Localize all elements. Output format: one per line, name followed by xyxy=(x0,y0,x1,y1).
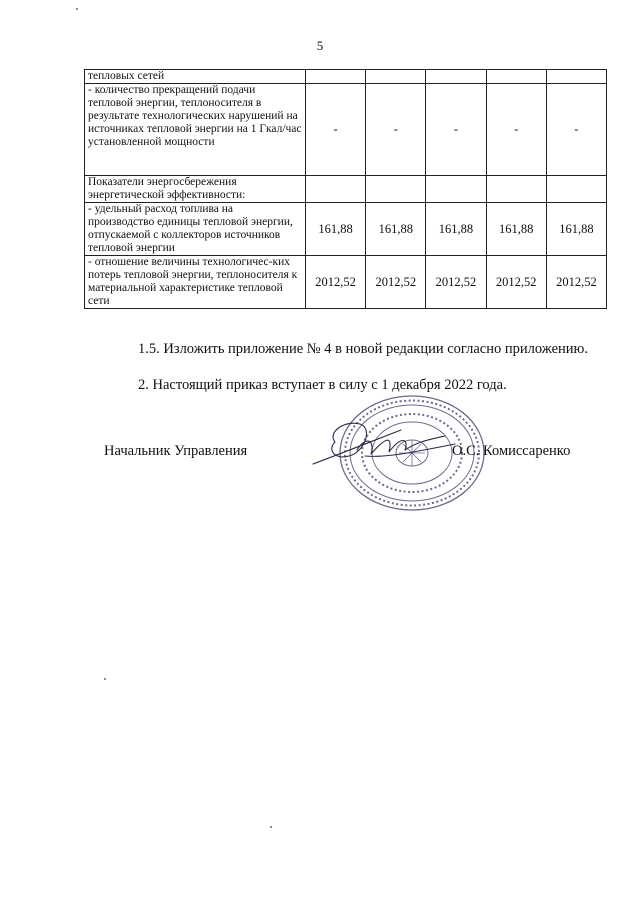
row-label: - количество прекращений подачи тепловой энергии, теплоносителя в результате технологических нарушений на источниках тепловой энергии на 1 Гкал/час установленной мощности xyxy=(85,84,306,176)
page-number: 5 xyxy=(316,38,324,53)
value-cell xyxy=(486,176,546,203)
table-row xyxy=(85,84,607,176)
value-cell xyxy=(546,176,606,203)
value-cell xyxy=(486,70,546,84)
value-cell xyxy=(366,176,426,203)
row-label: тепловых сетей xyxy=(85,70,306,84)
value-cell: 161,88 xyxy=(306,203,366,256)
value-cell xyxy=(366,70,426,84)
value-cell xyxy=(306,70,366,84)
value-cell: - xyxy=(306,84,366,176)
paragraph-2: 2. Настоящий приказ вступает в силу с 1 декабря 2022 года. xyxy=(138,377,507,393)
scan-speck xyxy=(76,8,78,10)
table-row xyxy=(85,203,607,256)
value-cell xyxy=(306,176,366,203)
scan-speck xyxy=(104,678,106,680)
signatory-name: О.С. Комиссаренко xyxy=(452,443,571,459)
value-cell: - xyxy=(366,84,426,176)
value-cell: 2012,52 xyxy=(546,256,606,309)
value-cell: 161,88 xyxy=(366,203,426,256)
value-cell: 2012,52 xyxy=(366,256,426,309)
value-cell: 161,88 xyxy=(546,203,606,256)
table-row xyxy=(85,70,607,84)
value-cell: - xyxy=(486,84,546,176)
indicators-table xyxy=(84,69,607,309)
row-label: - удельный расход топлива на производство единицы тепловой энергии, отпускаемой с коллекторов источников тепловой энергии xyxy=(85,203,306,256)
value-cell xyxy=(546,70,606,84)
value-cell: - xyxy=(546,84,606,176)
signatory-title: Начальник Управления xyxy=(104,443,248,459)
value-cell: - xyxy=(426,84,486,176)
value-cell: 161,88 xyxy=(486,203,546,256)
table-row xyxy=(85,176,607,203)
scan-speck xyxy=(270,826,272,828)
value-cell: 161,88 xyxy=(426,203,486,256)
table-row xyxy=(85,256,607,309)
value-cell: 2012,52 xyxy=(486,256,546,309)
handwritten-signature-icon xyxy=(305,412,465,472)
value-cell: 2012,52 xyxy=(426,256,486,309)
row-label: - отношение величины технологичес-ких потерь тепловой энергии, теплоносителя к материальной характеристике тепловой сети xyxy=(85,256,306,309)
value-cell xyxy=(426,70,486,84)
value-cell: 2012,52 xyxy=(306,256,366,309)
paragraph-1-5: 1.5. Изложить приложение № 4 в новой редакции согласно приложению. xyxy=(138,341,589,357)
row-label: Показатели энергосбережения энергетической эффективности: xyxy=(85,176,306,203)
value-cell xyxy=(426,176,486,203)
